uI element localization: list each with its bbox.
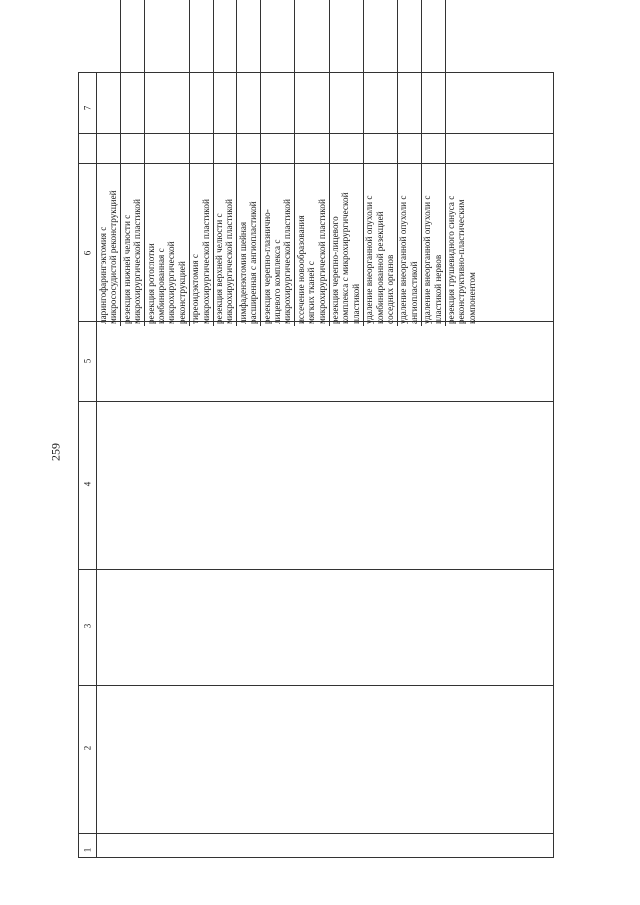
procedure-line: резекция грушевидного синуса с (446, 195, 456, 324)
column-boundary (79, 685, 553, 686)
procedure-line: микрохирургической пластикой (200, 199, 211, 324)
procedure-line: расширенная с ангиопластикой (248, 201, 259, 324)
procedure-line: микрохирургической (166, 241, 177, 324)
col-header-6: 6 (82, 250, 93, 256)
procedure-line: соседних органов (385, 254, 395, 324)
procedure-line: лимфаденэктомия шейная (237, 221, 248, 324)
procedure-line: тиреоидэктомия с (190, 254, 201, 324)
column-boundary (79, 569, 553, 570)
procedure-line: пластикой (350, 283, 361, 324)
procedures-list (96, 0, 477, 326)
procedure-line: удаление внеорганной опухоли с (364, 195, 375, 324)
procedure-line: мягких тканей с (306, 261, 317, 324)
column-boundary (79, 401, 553, 402)
procedure-line: комплекса с микрохирургической (340, 192, 351, 324)
col-header-5: 5 (82, 358, 93, 364)
procedure-line: пластикой нервов (432, 254, 443, 324)
col-header-1: 1 (82, 847, 93, 853)
procedure-line: реконструкцией (176, 261, 187, 324)
procedure-line: ларингофарингэктомия с (98, 226, 108, 324)
procedure-line: резекция черепно-глазнично- (261, 209, 272, 324)
col-header-4: 4 (82, 481, 93, 487)
procedure-line: микрохирургической пластикой (282, 199, 293, 324)
procedure-line: реконструктивно-пластическим (456, 199, 467, 324)
procedure-line: ангиопластикой (408, 261, 419, 324)
procedure-line: микрохирургической пластикой (224, 199, 235, 324)
col-header-7: 7 (82, 105, 93, 111)
procedure-line: микрососудистой реконструкцией (108, 190, 119, 324)
procedure-line: резекция черепно-лицевого (330, 216, 340, 324)
col-header-2: 2 (82, 745, 93, 751)
procedure-line: удаление внеорганной опухоли с (422, 195, 433, 324)
procedure-line: микрохирургической пластикой (132, 199, 143, 324)
page-number: 259 (48, 443, 63, 461)
procedure-line: микрохирургической пластикой (316, 199, 327, 324)
procedure-line: комбинированной резекцией (374, 211, 385, 324)
procedure-line: комбинированная с (156, 248, 166, 324)
procedure-line: иссечение новообразования (295, 215, 306, 324)
col-header-3: 3 (82, 623, 93, 629)
procedure-line: резекция нижней челюсти с (121, 214, 132, 324)
procedure-line: компонентом (466, 272, 477, 324)
procedure-line: лицевого комплекса с (272, 239, 282, 324)
procedure-line: удаление внеорганной опухоли с (398, 195, 409, 324)
column-boundary (79, 833, 553, 834)
procedure-line: резекция верхней челюсти с (214, 213, 224, 324)
procedure-line: резекция ротоглотки (145, 243, 156, 324)
